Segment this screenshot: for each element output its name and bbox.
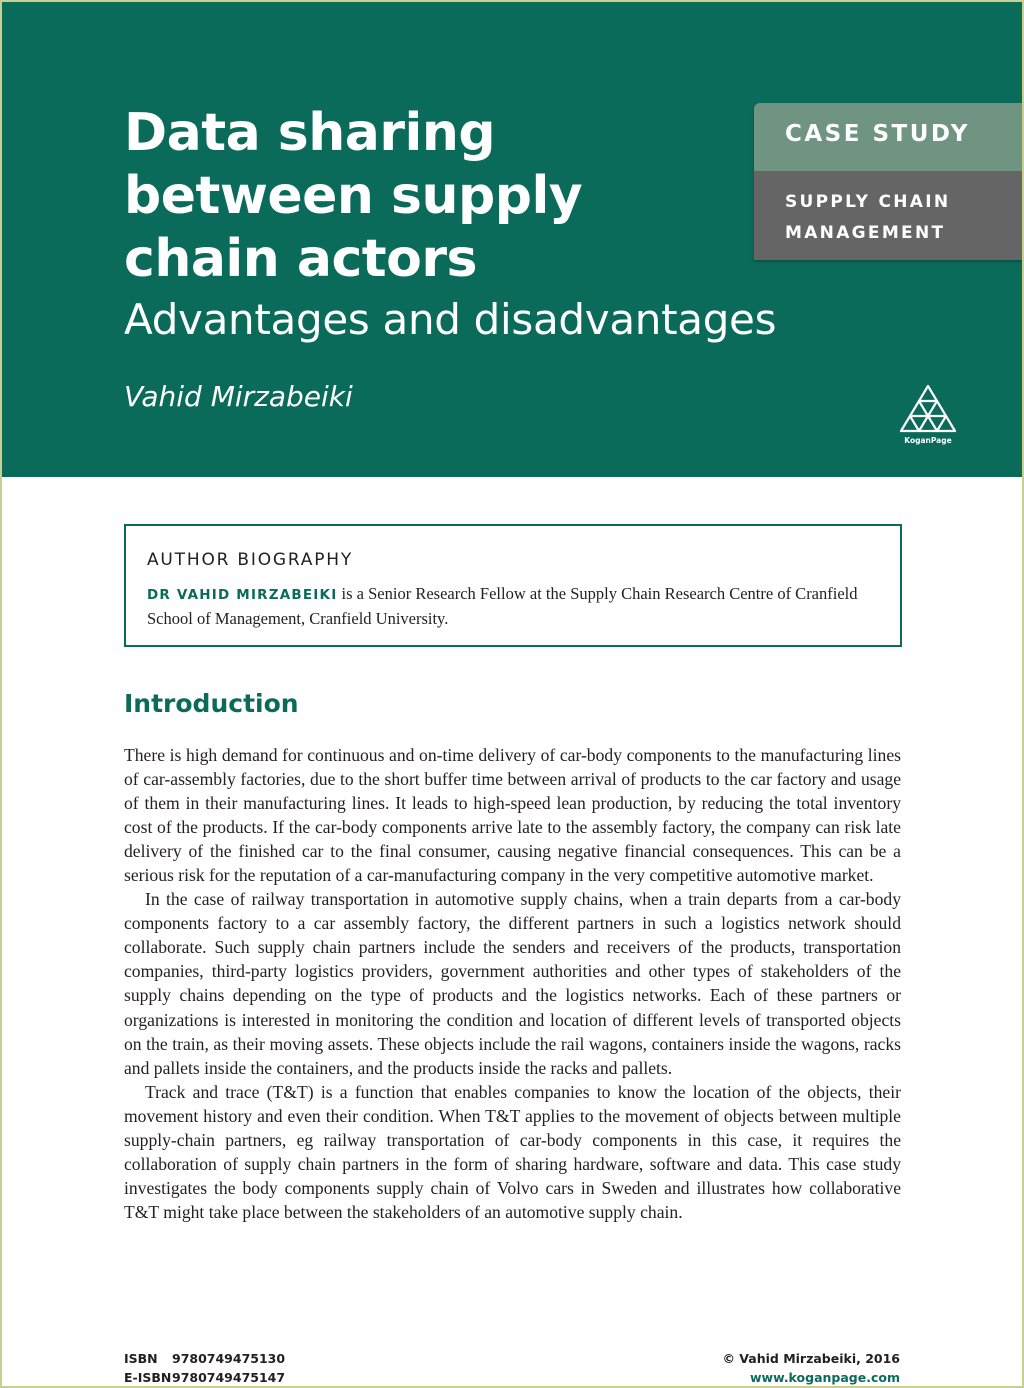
header-band xyxy=(0,0,1024,477)
paragraph: There is high demand for continuous and on-time delivery of car-body components to the manufacturing lines of car-assembly factories, due to the short buffer time between arrival of products to the car factory and usage of them in their manufacturing lines. It leads to high-speed lean production, by reducing the total inventory cost of the products. If the car-body components arrive late to the assembly factory, the company can risk late delivery of the finished car to the final consumer, causing negative financial consequences. This can be a serious risk for the reputation of a car-manufacturing company in the very competitive automotive market. xyxy=(124,745,901,886)
isbn-label: ISBN xyxy=(124,1351,158,1366)
author-name: Vahid Mirzabeiki xyxy=(124,380,353,413)
isbn-value: 9780749475130 xyxy=(172,1351,286,1366)
title-line: Data sharing xyxy=(124,103,496,163)
document-title xyxy=(124,102,724,291)
section-heading: Introduction xyxy=(124,689,299,718)
introduction-body xyxy=(124,743,901,1224)
title-line: chain actors xyxy=(124,229,477,289)
eisbn-value: 9780749475147 xyxy=(172,1370,286,1385)
author-biography-box xyxy=(124,524,902,647)
case-study-tab xyxy=(754,103,1024,260)
biography-name: DR VAHID MIRZABEIKI xyxy=(147,587,338,603)
publisher-link[interactable]: www.koganpage.com xyxy=(749,1370,900,1385)
isbn-block xyxy=(124,1349,285,1387)
copyright-block xyxy=(722,1349,900,1387)
logo-wordmark: KoganPage xyxy=(904,436,952,445)
biography-text xyxy=(147,582,877,631)
biography-body: is a Senior Research Fellow at the Supply Chain Research Centre of Cranfield School of Management, Cranfield University. xyxy=(147,584,858,628)
paragraph: In the case of railway transportation in automotive supply chains, when a train departs from a car-body components factory to a car assembly factory, the different partners in such a logistics network should collaborate. Such supply chain partners include the senders and receivers of the products, transportation companies, third-party logistics providers, government authorities and other types of stakeholders of the supply chains depending on the type of products and the logistics networks. Each of these partners or organizations is interested in monitoring the condition and location of different levels of transported objects on the train, as their moving assets. These objects include the rail wagons, containers inside the wagons, racks and pallets inside the containers, and the products inside the racks and pallets. xyxy=(124,889,901,1078)
category-label xyxy=(754,171,1024,260)
title-line: between supply xyxy=(124,166,583,226)
paragraph: Track and trace (T&T) is a function that enables companies to know the location of the objects, their movement history and even their condition. When T&T applies to the movement of objects between multiple supply-chain partners, eg railway transportation of car-body components in this case, it requires the collaboration of supply chain partners in the form of sharing hardware, software and data. This case study investigates the body components supply chain of Volvo cars in Sweden and illustrates how collaborative T&T might take place between the stakeholders of an automotive supply chain. xyxy=(124,1081,901,1222)
biography-heading: AUTHOR BIOGRAPHY xyxy=(147,550,354,570)
copyright-text: © Vahid Mirzabeiki, 2016 xyxy=(722,1351,900,1366)
eisbn-label: E-ISBN xyxy=(124,1370,172,1385)
category-line: SUPPLY CHAIN xyxy=(785,192,951,212)
case-study-label: CASE STUDY xyxy=(754,103,1024,171)
document-subtitle: Advantages and disadvantages xyxy=(124,295,777,344)
category-line: MANAGEMENT xyxy=(785,223,946,243)
